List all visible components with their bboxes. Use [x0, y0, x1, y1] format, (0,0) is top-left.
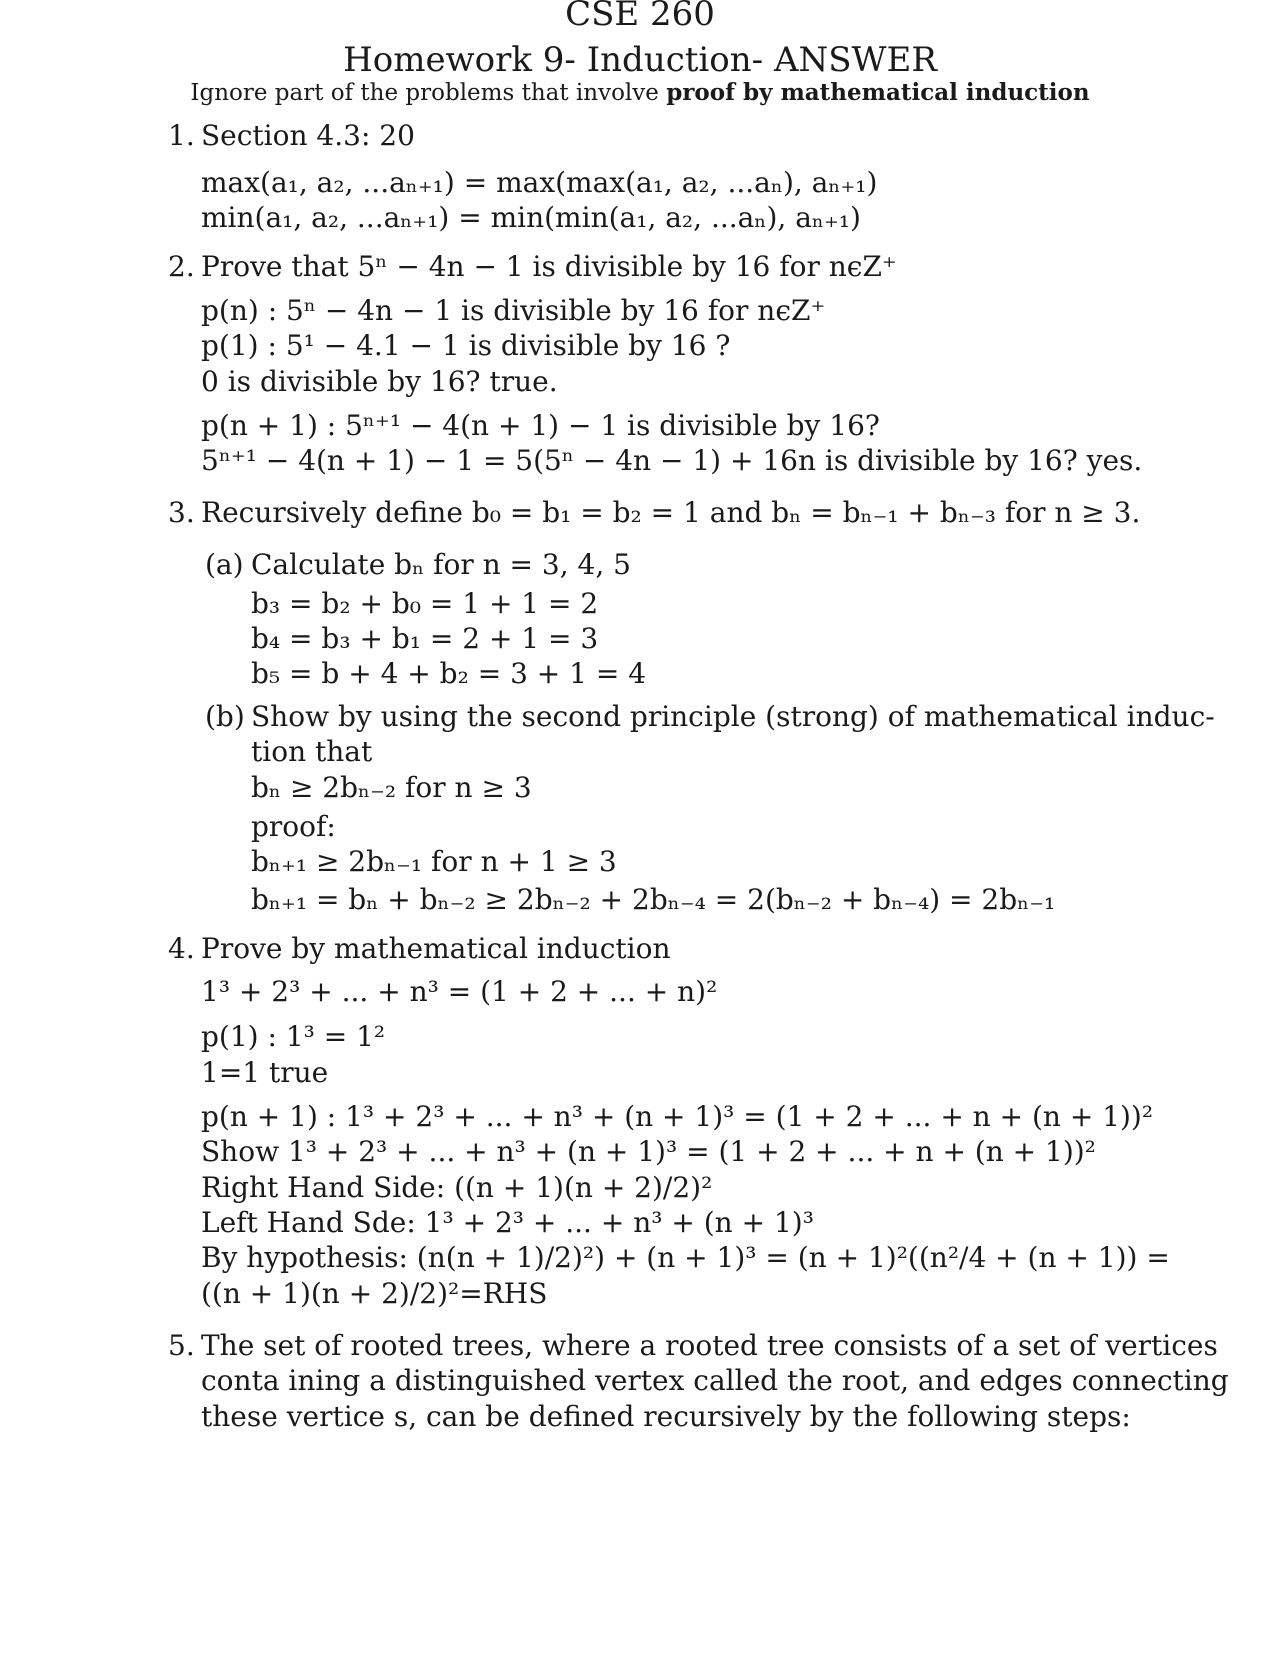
problem-3-number: 3.	[168, 496, 195, 529]
note-plain: Ignore part of the problems that involve	[190, 80, 667, 106]
problem-3b-line: bₙ₊₁ = bₙ + bₙ₋₂ ≥ 2bₙ₋₂ + 2bₙ₋₄ = 2(bₙ₋₂ + bₙ₋₄) = 2bₙ₋₁	[251, 883, 1056, 916]
problem-5-line: The set of rooted trees, where a rooted tree consists of a set of vertices	[201, 1329, 1218, 1362]
problem-3b-title: Show by using the second principle (strong) of mathematical induc-	[251, 700, 1215, 733]
problem-1-title: Section 4.3: 20	[201, 119, 415, 152]
problem-3a-title: Calculate bₙ for n = 3, 4, 5	[251, 548, 631, 581]
problem-2-number: 2.	[168, 250, 195, 283]
problem-2-line: p(1) : 5¹ − 4.1 − 1 is divisible by 16 ?	[201, 329, 731, 362]
problem-4-line: 1=1 true	[201, 1056, 329, 1089]
problem-4-line: p(1) : 1³ = 1²	[201, 1020, 386, 1053]
problem-2-line: p(n) : 5ⁿ − 4n − 1 is divisible by 16 for nϵZ⁺	[201, 294, 826, 327]
problem-4-line: 1³ + 2³ + ... + n³ = (1 + 2 + ... + n)²	[201, 975, 718, 1008]
problem-3-title: Recursively define b₀ = b₁ = b₂ = 1 and bₙ = bₙ₋₁ + bₙ₋₃ for n ≥ 3.	[201, 496, 1141, 529]
problem-4-line: p(n + 1) : 1³ + 2³ + ... + n³ + (n + 1)³ = (1 + 2 + ... + n + (n + 1))²	[201, 1100, 1154, 1133]
problem-1-number: 1.	[168, 119, 195, 152]
problem-3a-line: b₅ = b + 4 + b₂ = 3 + 1 = 4	[251, 657, 647, 690]
problem-5-line: these vertice s, can be defined recursively by the following steps:	[201, 1400, 1131, 1433]
problem-2-title: Prove that 5ⁿ − 4n − 1 is divisible by 16 for nϵZ⁺	[201, 250, 897, 283]
problem-3b-line: bₙ ≥ 2bₙ₋₂ for n ≥ 3	[251, 771, 532, 804]
problem-1-line: min(a₁, a₂, ...aₙ₊₁) = min(min(a₁, a₂, ...aₙ), aₙ₊₁)	[201, 201, 861, 234]
problem-4-line: ((n + 1)(n + 2)/2)²=RHS	[201, 1277, 548, 1310]
problem-4-line: Show 1³ + 2³ + ... + n³ + (n + 1)³ = (1 + 2 + ... + n + (n + 1))²	[201, 1135, 1096, 1168]
problem-5-number: 5.	[168, 1329, 195, 1362]
problem-4-title: Prove by mathematical induction	[201, 932, 671, 965]
problem-2-line: 0 is divisible by 16? true.	[201, 365, 558, 398]
problem-3b-line: bₙ₊₁ ≥ 2bₙ₋₁ for n + 1 ≥ 3	[251, 845, 617, 878]
problem-4-number: 4.	[168, 932, 195, 965]
problem-3a-line: b₃ = b₂ + b₀ = 1 + 1 = 2	[251, 587, 599, 620]
homework-title: Homework 9- Induction- ANSWER	[343, 40, 937, 80]
course-title: CSE 260	[565, 0, 715, 34]
problem-3b-label: (b)	[205, 700, 245, 733]
problem-4-line: By hypothesis: (n(n + 1)/2)²) + (n + 1)³ = (n + 1)²((n²/4 + (n + 1)) =	[201, 1241, 1170, 1274]
note-bold: proof by mathematical induction	[666, 79, 1090, 106]
problem-4-line: Left Hand Sde: 1³ + 2³ + ... + n³ + (n + 1)³	[201, 1206, 814, 1239]
problem-2-line: p(n + 1) : 5ⁿ⁺¹ − 4(n + 1) − 1 is divisible by 16?	[201, 409, 880, 442]
problem-1-line: max(a₁, a₂, ...aₙ₊₁) = max(max(a₁, a₂, ...aₙ), aₙ₊₁)	[201, 166, 878, 199]
problem-3b-line: proof:	[251, 810, 336, 843]
problem-3b-title: tion that	[251, 735, 373, 768]
problem-3a-label: (a)	[205, 548, 244, 581]
problem-2-line: 5ⁿ⁺¹ − 4(n + 1) − 1 = 5(5ⁿ − 4n − 1) + 16n is divisible by 16? yes.	[201, 444, 1143, 477]
problem-3a-line: b₄ = b₃ + b₁ = 2 + 1 = 3	[251, 622, 599, 655]
problem-5-line: conta ining a distinguished vertex called the root, and edges connecting	[201, 1364, 1229, 1397]
instruction-note	[0, 78, 1280, 108]
problem-4-line: Right Hand Side: ((n + 1)(n + 2)/2)²	[201, 1171, 713, 1204]
